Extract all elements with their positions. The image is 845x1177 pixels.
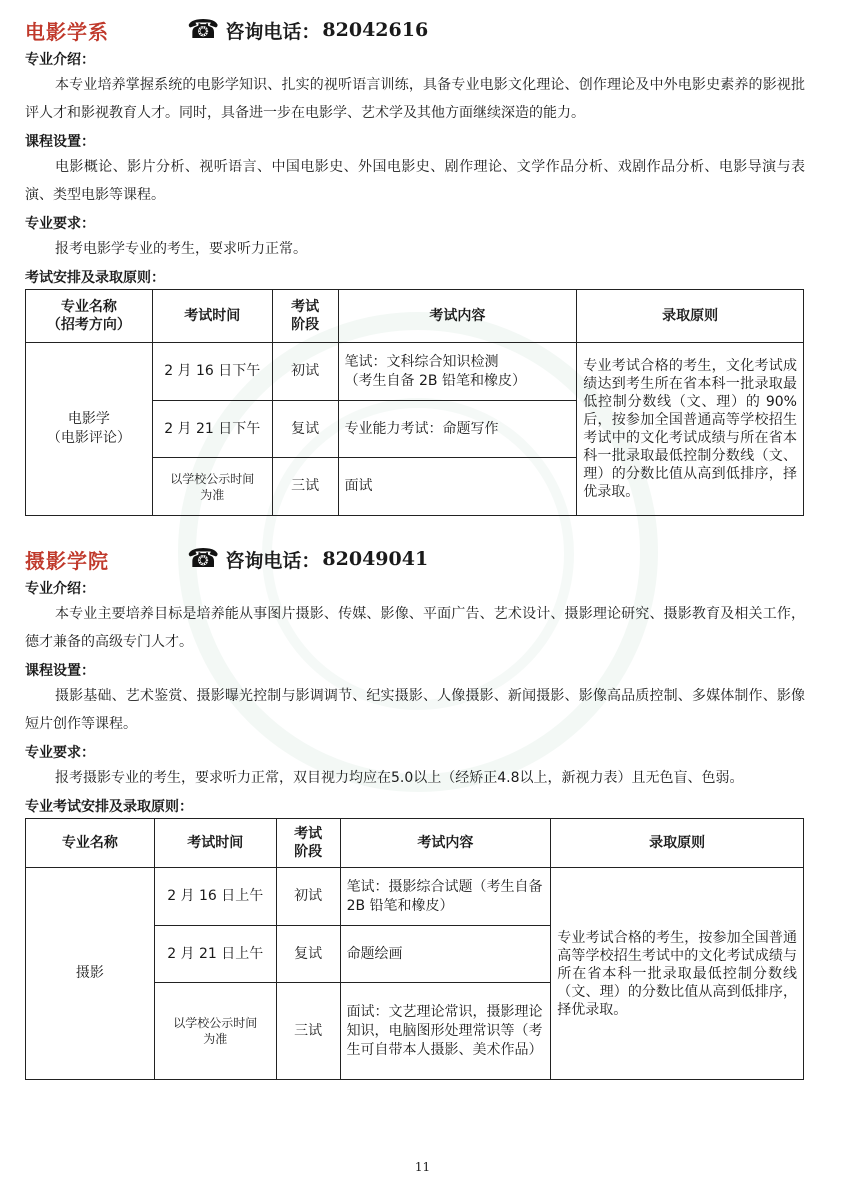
photo-req-heading: 专业要求： bbox=[25, 745, 95, 761]
stage-cell: 复试 bbox=[272, 401, 338, 458]
header-content: 考试内容 bbox=[338, 290, 577, 343]
content-cell: 专业能力考试：命题写作 bbox=[338, 401, 577, 458]
photo-section bbox=[25, 544, 805, 1080]
film-intro-text: 本专业培养掌握系统的电影学知识、扎实的视听语言训练，具备专业电影文化理论、创作理论及中外电影史素养的影视批评人才和影视教育人才。同时，具备进一步在电影学、艺术学及其他方面继续深造的能力。 bbox=[25, 77, 805, 121]
stage-cell: 复试 bbox=[276, 926, 340, 983]
film-req-heading: 专业要求： bbox=[25, 216, 95, 232]
film-dept-name: 电影学系 bbox=[25, 19, 109, 44]
telephone-icon: ☎ bbox=[187, 544, 220, 574]
content-cell: 面试 bbox=[338, 458, 577, 516]
rule-cell: 专业考试合格的考生，按参加全国普通高等学校招生考试中的文化考试成绩与所在省本科一批录取最低控制分数线（文、理）的分数比值从高到低排序，择优录取。 bbox=[551, 868, 804, 1080]
stage-cell: 初试 bbox=[272, 343, 338, 401]
photo-dept-name: 摄影学院 bbox=[25, 548, 109, 573]
photo-header bbox=[25, 544, 805, 574]
header-time: 考试时间 bbox=[154, 819, 276, 868]
stage-cell: 初试 bbox=[276, 868, 340, 926]
stage-cell: 三试 bbox=[272, 458, 338, 516]
film-course-text: 电影概论、影片分析、视听语言、中国电影史、外国电影史、剧作理论、文学作品分析、戏剧作品分析、电影导演与表演、类型电影等课程。 bbox=[25, 159, 805, 203]
header-stage: 考试 阶段 bbox=[272, 290, 338, 343]
header-content: 考试内容 bbox=[340, 819, 551, 868]
content-cell: 面试：文艺理论常识，摄影理论知识，电脑图形处理常识等（考生可自带本人摄影、美术作品） bbox=[340, 983, 551, 1080]
major-cell: 电影学 （电影评论） bbox=[26, 343, 153, 516]
film-exam-table bbox=[25, 289, 804, 516]
film-intro-heading: 专业介绍： bbox=[25, 52, 95, 68]
header-stage: 考试 阶段 bbox=[276, 819, 340, 868]
telephone-icon: ☎ bbox=[187, 15, 220, 45]
table-header-row bbox=[26, 290, 804, 343]
film-exam-heading: 考试安排及录取原则： bbox=[25, 270, 165, 286]
time-cell: 2 月 16 日上午 bbox=[154, 868, 276, 926]
film-phone-number: 82042616 bbox=[322, 19, 429, 41]
film-header bbox=[25, 15, 805, 45]
content-cell: 笔试：摄影综合试题（考生自备 2B 铅笔和橡皮） bbox=[340, 868, 551, 926]
film-req-text: 报考电影学专业的考生，要求听力正常。 bbox=[55, 241, 307, 257]
photo-intro-text: 本专业主要培养目标是培养能从事图片摄影、传媒、影像、平面广告、艺术设计、摄影理论研究、摄影教育及相关工作，德才兼备的高级专门人才。 bbox=[25, 606, 805, 650]
table-row bbox=[26, 343, 804, 401]
table-row bbox=[26, 868, 804, 926]
film-phone-label: 咨询电话： bbox=[225, 20, 321, 43]
rule-cell: 专业考试合格的考生，文化考试成绩达到考生所在省本科一批录取最低控制分数线（文、理）的 90%后，按参加全国普通高等学校招生考试中的文化考试成绩与所在省本科一批录取最低控制分数线（文、理）的分数比值从高到低排序，择优录取。 bbox=[577, 343, 804, 516]
header-time: 考试时间 bbox=[152, 290, 272, 343]
header-rule: 录取原则 bbox=[577, 290, 804, 343]
film-course-heading: 课程设置： bbox=[25, 134, 95, 150]
time-cell: 以学校公示时间 为准 bbox=[152, 458, 272, 516]
time-cell: 2 月 21 日上午 bbox=[154, 926, 276, 983]
time-cell: 2 月 16 日下午 bbox=[152, 343, 272, 401]
photo-intro-heading: 专业介绍： bbox=[25, 581, 95, 597]
content-cell: 命题绘画 bbox=[340, 926, 551, 983]
time-cell: 2 月 21 日下午 bbox=[152, 401, 272, 458]
photo-course-heading: 课程设置： bbox=[25, 663, 95, 679]
stage-cell: 三试 bbox=[276, 983, 340, 1080]
photo-req-text: 报考摄影专业的考生，要求听力正常，双目视力均应在5.0以上（经矫正4.8以上，新视力表）且无色盲、色弱。 bbox=[55, 770, 744, 786]
header-rule: 录取原则 bbox=[551, 819, 804, 868]
header-major: 专业名称 （招考方向） bbox=[26, 290, 153, 343]
photo-exam-table bbox=[25, 818, 804, 1080]
photo-course-text: 摄影基础、艺术鉴赏、摄影曝光控制与影调调节、纪实摄影、人像摄影、新闻摄影、影像高品质控制、多媒体制作、影像短片创作等课程。 bbox=[25, 688, 805, 732]
photo-phone-number: 82049041 bbox=[322, 548, 429, 570]
time-cell: 以学校公示时间 为准 bbox=[154, 983, 276, 1080]
header-major: 专业名称 bbox=[26, 819, 155, 868]
photo-phone-label: 咨询电话： bbox=[225, 549, 321, 572]
table-header-row bbox=[26, 819, 804, 868]
page-number: 11 bbox=[414, 1160, 431, 1174]
film-section bbox=[25, 15, 805, 516]
photo-exam-heading: 专业考试安排及录取原则： bbox=[25, 799, 193, 815]
content-cell: 笔试：文科综合知识检测 （考生自备 2B 铅笔和橡皮） bbox=[338, 343, 577, 401]
major-cell: 摄影 bbox=[26, 868, 155, 1080]
